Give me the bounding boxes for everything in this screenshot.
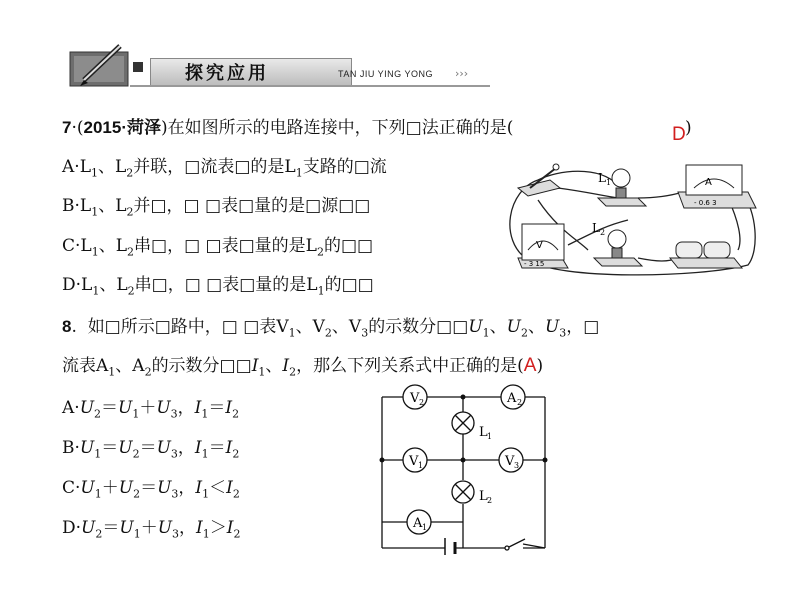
banner-small-square [133,62,143,72]
svg-text:1: 1 [606,178,612,187]
q7-answer: D [672,124,686,145]
svg-text:2: 2 [517,398,523,407]
svg-text:L: L [592,221,600,235]
banner-underline [130,85,490,87]
lamp-l1-icon [452,412,474,434]
svg-text:V: V [536,240,543,251]
battery-icon [445,538,455,555]
svg-text:L: L [598,171,606,185]
ammeter-icon [678,165,756,208]
q8-option-a: $A\cdot U_2=U_1+U_3$，$I_1=I_2$ [62,398,240,421]
q8-stem-line2: 流表$A_1$、$A_2$的示数分$□□I_1$、$I_2$，那么下列关系式中正确的是(A) [62,355,544,379]
switch-icon [505,539,525,550]
q7-option-d: $D\cdot L_1$、$L_2$串□，□ □表□量的是$L_1$的□□ [62,275,374,298]
svg-text:V: V [410,391,420,406]
svg-text:V: V [409,454,419,469]
svg-text:1: 1 [418,461,424,470]
svg-text:3: 3 [514,461,520,470]
lamp-l2-icon [452,481,474,503]
svg-text:- 3 15: - 3 15 [524,260,545,268]
q7-circuit-illustration [498,150,760,285]
q7-close-paren: ) [685,118,692,138]
q8-answer: A [523,355,537,376]
svg-text:1: 1 [487,432,493,441]
svg-text:A: A [705,177,712,188]
section-pinyin: TAN JIU YING YONG [338,69,434,79]
q8-option-c: $C\cdot U_1+U_2=U_3$，$I_1<I_2$ [62,478,240,501]
svg-text:2: 2 [487,496,493,505]
chevron-right-icon: ››› [455,67,469,80]
svg-text:A: A [507,391,517,406]
section-title: 探究应用 [185,63,269,84]
q8-stem-line1: 8. 如□所示□路中，□ □表$V_1$、$V_2$、$V_3$的示数分$□□U_1$、$U_2$、$U_3$，□ [62,317,600,340]
q7-stem: 7·(2015·菏泽)在如图所示的电路连接中，下列□法正确的是( [62,118,514,138]
q7-option-c: $C\cdot L_1$、$L_2$串□，□ □表□量的是$L_2$的□□ [62,236,374,259]
svg-text:1: 1 [422,523,428,532]
svg-text:L: L [479,489,488,504]
switch-icon [518,164,560,196]
battery-icon [670,242,742,268]
svg-text:L: L [479,425,488,440]
svg-text:- 0.6 3: - 0.6 3 [694,199,717,207]
q8-circuit-diagram [375,380,555,555]
q8-option-b: $B\cdot U_1=U_2=U_3$，$I_1=I_2$ [62,438,240,461]
q8-option-d: $D\cdot U_2=U_1+U_3$，$I_1>I_2$ [62,518,241,541]
q7-option-b: $B\cdot L_1$、$L_2$并□，□ □表□量的是□源□□ [62,196,371,219]
q7-option-a: $A\cdot L_1$、$L_2$并联，□流表□的是$L_1$支路的□流 [62,157,387,180]
svg-text:2: 2 [419,398,425,407]
svg-text:A: A [413,516,423,531]
svg-text:V: V [505,454,515,469]
svg-text:2: 2 [600,228,606,237]
